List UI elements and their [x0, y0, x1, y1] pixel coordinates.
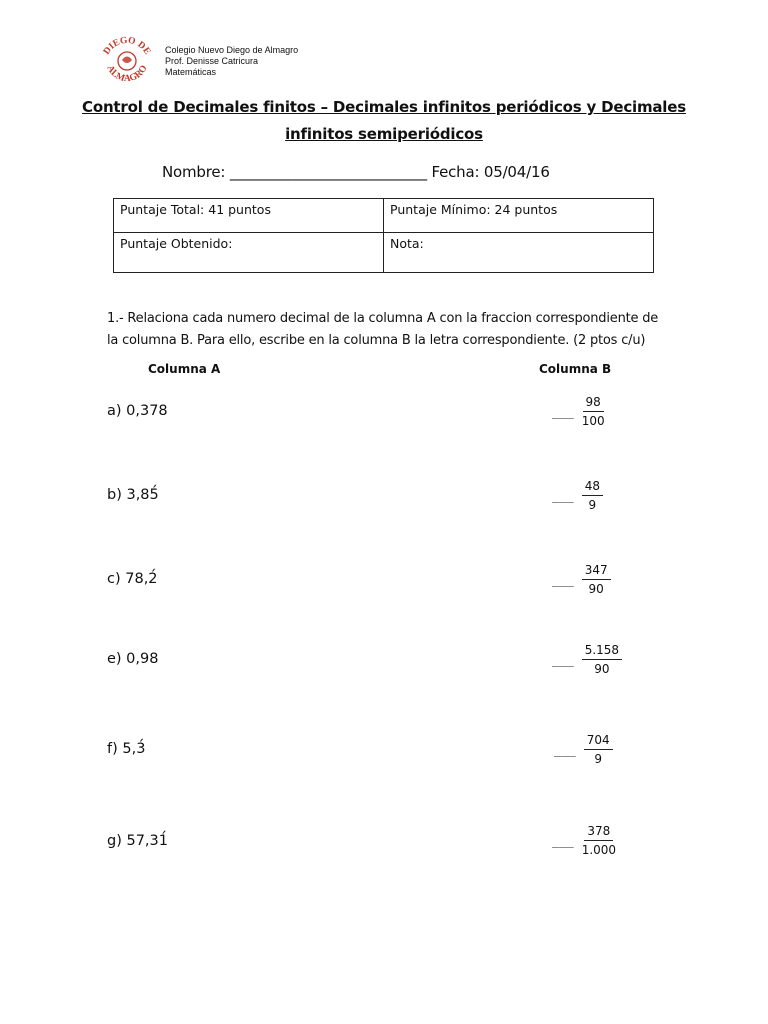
fraction [582, 479, 603, 512]
column-a-item: g) 57,31́ [107, 833, 168, 849]
question-1-text: 1.- Relaciona cada numero decimal de la columna A con la fraccion correspondiente de la columna B. Para ello, escribe en la columna B la letra correspondiente. (2 ptos c/u) [107, 311, 659, 348]
grade-cell: Nota: [384, 233, 654, 273]
fraction-numerator: 704 [584, 733, 613, 750]
column-b-item [552, 395, 605, 428]
column-a-item: a) 0,378 [107, 403, 168, 419]
fraction [582, 643, 622, 676]
answer-blank[interactable]: ___ [552, 488, 574, 503]
fraction-denominator: 1.000 [581, 843, 617, 857]
subject-name: Matemáticas [165, 67, 217, 77]
fraction-denominator: 90 [594, 662, 610, 676]
fraction-numerator: 5.158 [582, 643, 622, 660]
page-title-line1: Control de Decimales finitos – Decimales infinitos periódicos y Decimales [82, 98, 686, 116]
fraction [582, 824, 616, 857]
answer-blank[interactable]: ___ [552, 404, 574, 419]
school-name: Colegio Nuevo Diego de Almagro [165, 45, 299, 55]
column-b-item [554, 733, 613, 766]
minimum-score-cell: Puntaje Mínimo: 24 puntos [384, 199, 654, 233]
fraction-denominator: 9 [594, 752, 602, 766]
fraction-numerator: 347 [582, 563, 611, 580]
column-b-item [552, 824, 616, 857]
fraction-numerator: 98 [583, 395, 604, 412]
school-logo [98, 34, 156, 82]
column-a-item: c) 78,2́ [107, 571, 158, 587]
column-b-item [552, 643, 622, 676]
fraction [582, 395, 605, 428]
column-a-item: b) 3,85́ [107, 487, 159, 503]
score-table [113, 198, 654, 273]
school-info [165, 45, 298, 78]
column-b-header: Columna B [539, 362, 612, 376]
svg-text:DIEGO DE [102, 36, 152, 57]
svg-text:ALMAGRO [104, 64, 149, 82]
obtained-score-cell: Puntaje Obtenido: [114, 233, 384, 273]
column-b-item [552, 563, 611, 596]
fraction-numerator: 48 [582, 479, 603, 496]
column-a-header: Columna A [148, 362, 221, 376]
answer-blank[interactable]: ___ [552, 572, 574, 587]
answer-blank[interactable]: ___ [554, 742, 576, 757]
answer-blank[interactable]: ___ [552, 833, 574, 848]
column-a-item: f) 5,3́ [107, 741, 146, 757]
fraction-denominator: 9 [588, 498, 597, 512]
answer-blank[interactable]: ___ [552, 652, 574, 667]
name-date-line: Nombre: ___________________________ Fecha: 05/04/16 [162, 163, 550, 181]
page-title-line2: infinitos semiperiódicos [285, 125, 483, 143]
column-a-item: e) 0,98 [107, 651, 159, 667]
fraction-numerator: 378 [584, 824, 613, 841]
logo-text-top: DIEGO DE [101, 35, 153, 57]
logo-text-bottom: ALMAGRO [104, 63, 150, 82]
fraction-denominator: 90 [588, 582, 604, 596]
total-score-cell: Puntaje Total: 41 puntos [114, 199, 384, 233]
fraction [584, 733, 613, 766]
column-b-item [552, 479, 603, 512]
teacher-name: Prof. Denisse Catricura [165, 56, 259, 66]
fraction-denominator: 100 [581, 414, 605, 428]
fraction [582, 563, 611, 596]
